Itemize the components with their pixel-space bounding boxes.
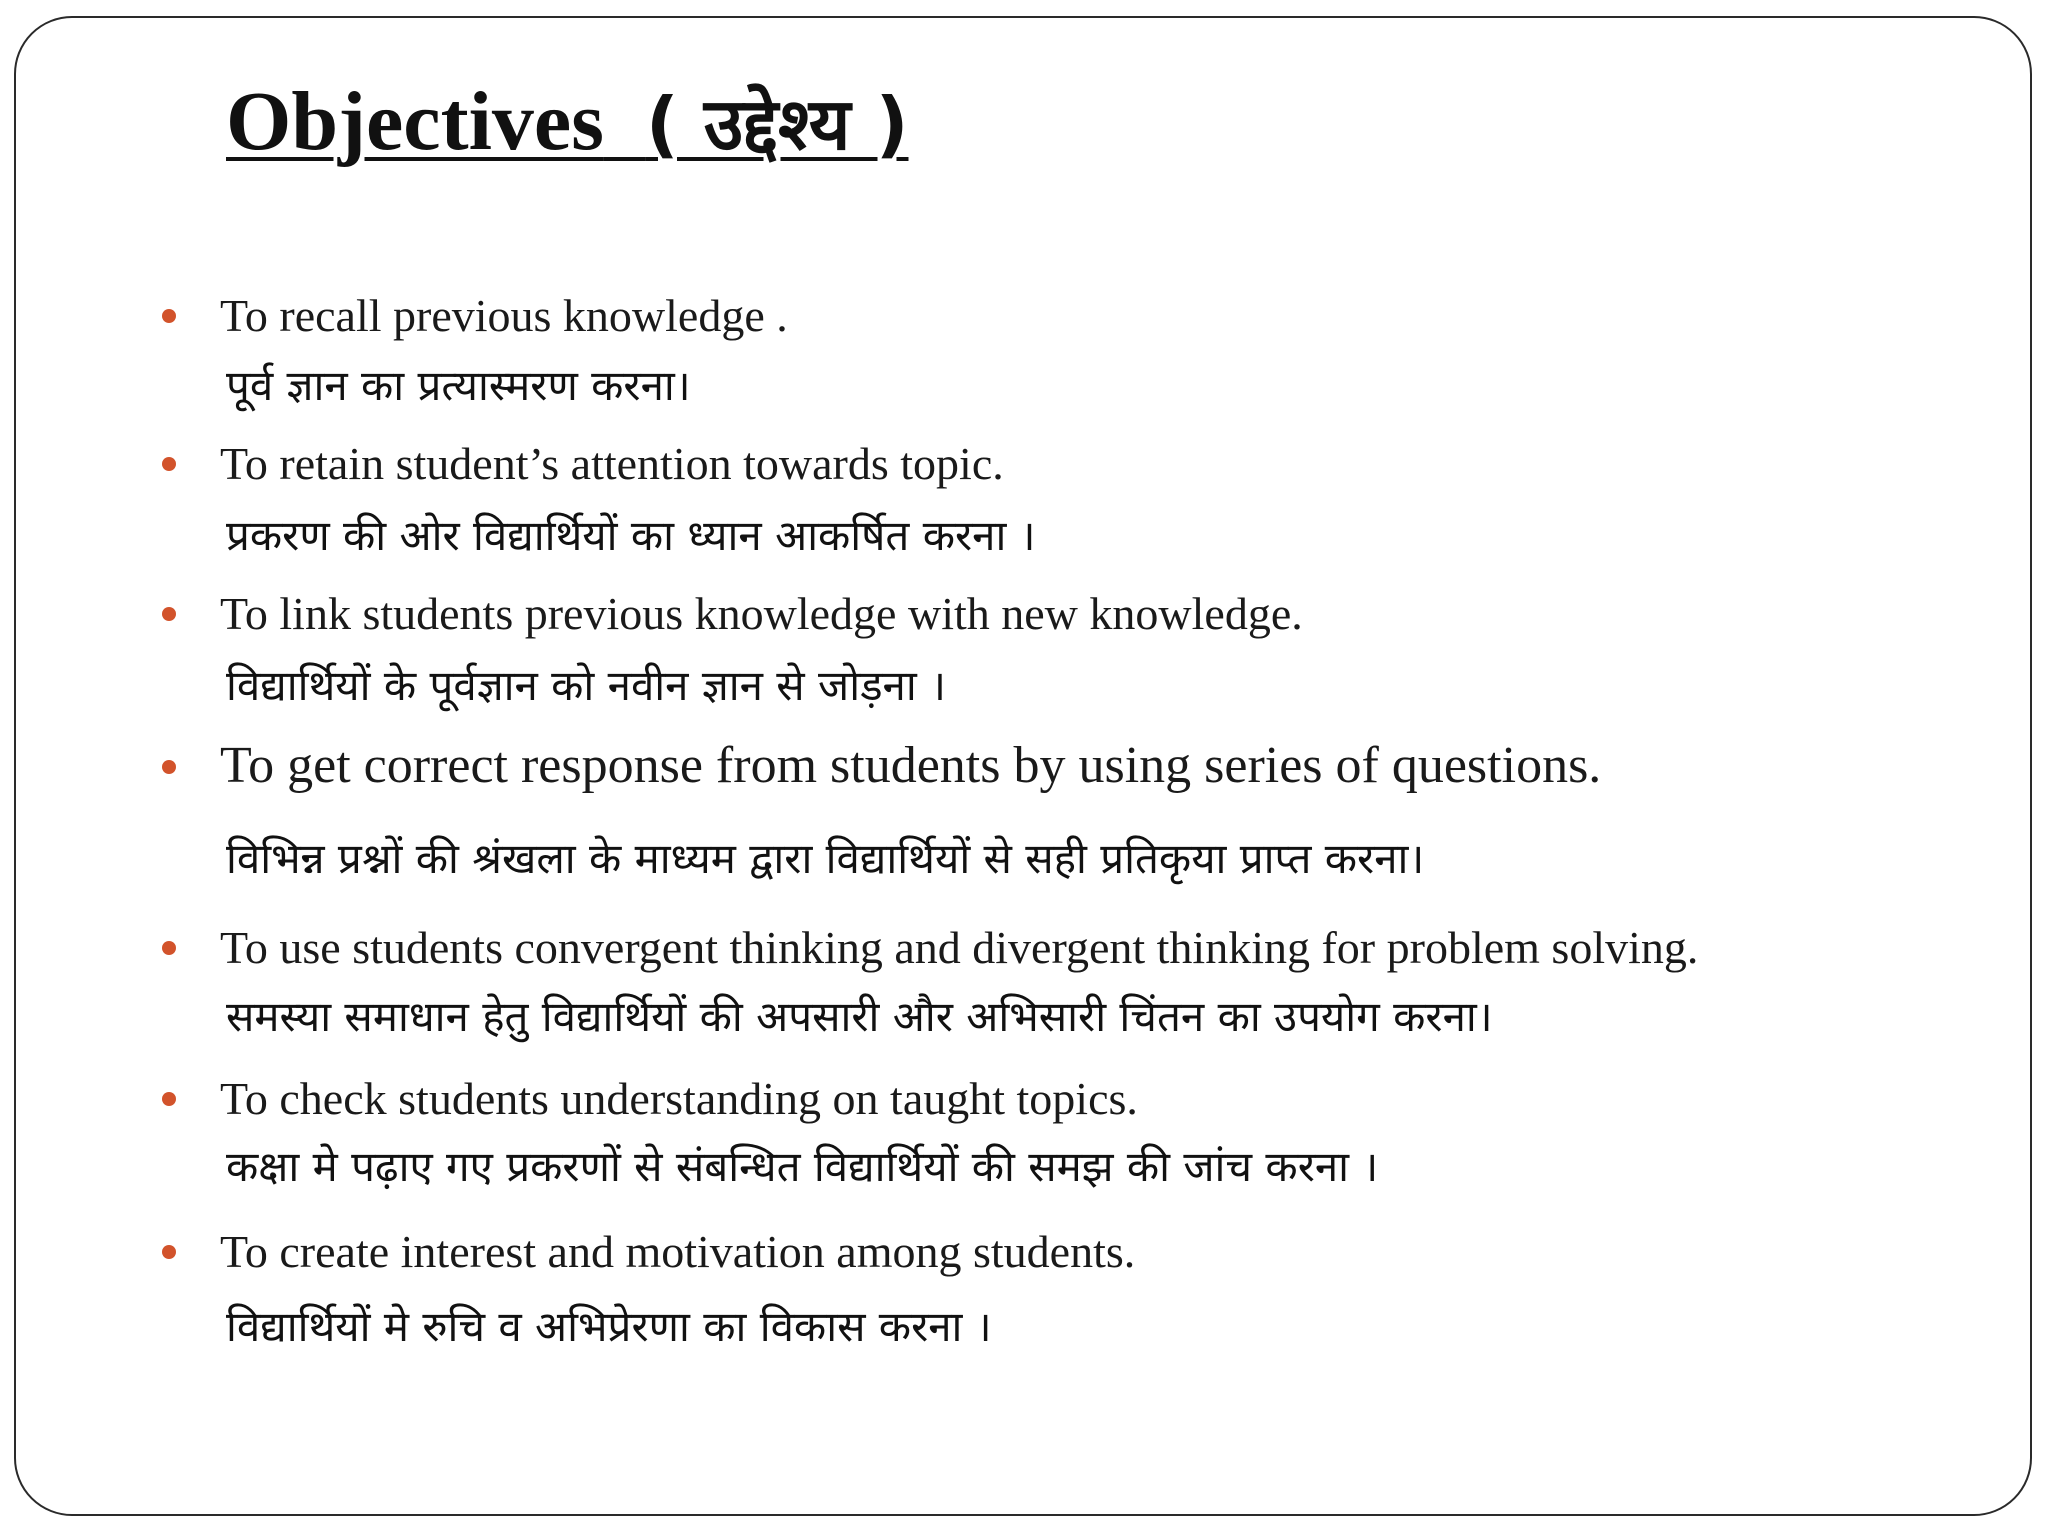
title-hindi: ( उद्देश्य ) — [645, 82, 909, 166]
objective-7-english: To create interest and motivation among students. — [220, 1226, 1136, 1277]
objective-7-hindi: विद्यार्थियों मे रुचि व अभिप्रेरणा का विकास करना । — [226, 1302, 992, 1351]
objective-3-english: To link students previous knowledge with new knowledge. — [220, 588, 1303, 639]
objective-6-hindi: कक्षा मे पढ़ाए गए प्रकरणों से संबन्धित विद्यार्थियों की समझ की जांच करना । — [226, 1142, 1379, 1191]
objective-2-english: To retain student’s attention towards topic. — [220, 438, 1004, 489]
bullet-dot — [162, 941, 176, 955]
objective-1-hindi: पूर्व ज्ञान का प्रत्यास्मरण करना। — [226, 361, 691, 410]
bullet-dot — [162, 457, 176, 471]
page-title — [226, 66, 909, 180]
objective-5-hindi: समस्या समाधान हेतु विद्यार्थियों की अपसारी और अभिसारी चिंतन का उपयोग करना। — [226, 992, 1493, 1041]
objective-2-hindi: प्रकरण की ओर विद्यार्थियों का ध्यान आकर्षित करना । — [226, 511, 1036, 560]
bullet-dot — [162, 760, 176, 774]
objective-3-hindi: विद्यार्थियों के पूर्वज्ञान को नवीन ज्ञान से जोड़ना । — [226, 661, 947, 710]
bullet-dot — [162, 309, 176, 323]
objective-6-english: To check students understanding on taught topics. — [220, 1073, 1138, 1124]
bullet-dot — [162, 607, 176, 621]
bullet-dot — [162, 1245, 176, 1259]
bullet-dot — [162, 1092, 176, 1106]
objective-5-english: To use students convergent thinking and divergent thinking for problem solving. — [220, 922, 1699, 973]
objective-1-english: To recall previous knowledge . — [220, 290, 788, 341]
objective-4-hindi: विभिन्न प्रश्नों की श्रंखला के माध्यम द्वारा विद्यार्थियों से सही प्रतिकृया प्राप्त करना। — [226, 834, 1425, 883]
objective-4-english: To get correct response from students by using series of questions. — [220, 737, 1602, 794]
title-english: Objectives — [226, 75, 604, 168]
